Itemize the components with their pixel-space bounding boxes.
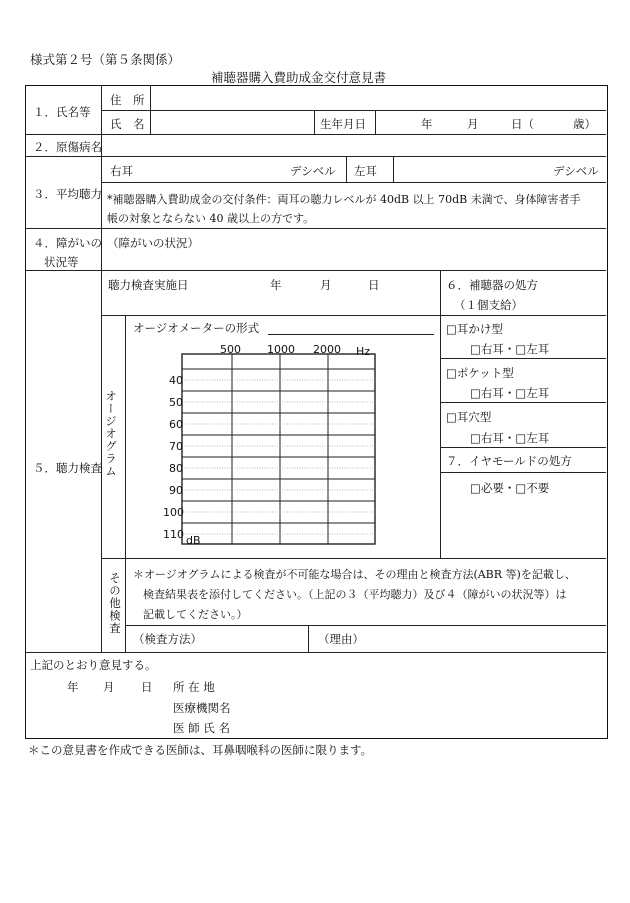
right-ear-label: 右耳 bbox=[110, 164, 133, 178]
ear-hook-type-checkbox[interactable]: □耳かけ型 bbox=[446, 322, 503, 336]
freq-label-1000: 1000 bbox=[267, 343, 295, 356]
left-ear-decibel-unit: デシベル bbox=[553, 164, 599, 178]
hearing-aid-prescription-title: ６．補聴器の処方 bbox=[446, 278, 538, 292]
clinic-address-label: 所 在 地 bbox=[173, 680, 215, 694]
audiometer-type-field[interactable] bbox=[268, 320, 434, 334]
other-tests-note-line2: 検査結果表を添付してください。（上記の３（平均聴力）及び４（障がいの状況等）は bbox=[143, 588, 567, 601]
disability-label-line1: ４．障がいの bbox=[33, 236, 102, 250]
name-field[interactable] bbox=[157, 114, 307, 132]
opinion-statement: 上記のとおり意見する。 bbox=[30, 658, 157, 672]
institution-name-label: 医療機関名 bbox=[173, 701, 231, 715]
hearing-aid-quantity-note: （１個支給） bbox=[454, 298, 523, 312]
other-tests-vertical-label: その他検査 bbox=[108, 572, 122, 635]
db-label-60: 60 bbox=[169, 418, 183, 431]
audiometer-type-label: オージオメーターの形式 bbox=[133, 321, 260, 335]
average-hearing-label: ３．平均聴力 bbox=[33, 187, 102, 201]
audiometer-type-underline bbox=[268, 334, 434, 335]
audiogram-vertical-label: オージオグラム bbox=[104, 390, 118, 478]
test-day-unit: 日 bbox=[368, 278, 380, 292]
disability-label-line2: 状況等 bbox=[44, 255, 79, 269]
signature-year-unit: 年 bbox=[67, 680, 79, 694]
freq-label-500: 500 bbox=[220, 343, 241, 356]
freq-label-2000: 2000 bbox=[313, 343, 341, 356]
footnote: ＊この意見書を作成できる医師は、耳鼻咽喉科の医師に限ります。 bbox=[28, 743, 373, 757]
disease-label: ２．原傷病名 bbox=[33, 140, 102, 154]
disease-field[interactable] bbox=[108, 137, 598, 154]
test-date-label: 聴力検査実施日 bbox=[108, 278, 189, 292]
signature-month-unit: 月 bbox=[103, 680, 115, 694]
pocket-side-checkboxes[interactable]: □右耳・□左耳 bbox=[470, 386, 550, 400]
test-method-label: （検査方法） bbox=[133, 632, 202, 646]
condition-text-line2: 帳の対象とならない 40 歳以上の方です。 bbox=[107, 212, 315, 225]
pocket-type-checkbox[interactable]: □ポケット型 bbox=[446, 366, 514, 380]
birth-month-unit: 月 bbox=[467, 117, 479, 131]
test-reason-label: （理由） bbox=[318, 632, 364, 646]
db-label-40: 40 bbox=[169, 374, 183, 387]
age-unit: 歳） bbox=[573, 117, 596, 131]
db-label-70: 70 bbox=[169, 440, 183, 453]
birth-day-unit: 日（ bbox=[511, 117, 534, 131]
other-tests-note-line3: 記載してください。） bbox=[143, 608, 248, 621]
db-label-80: 80 bbox=[169, 462, 183, 475]
db-label-50: 50 bbox=[169, 396, 183, 409]
earmold-need-checkboxes[interactable]: □必要・□不要 bbox=[470, 481, 550, 495]
birth-year-unit: 年 bbox=[421, 117, 433, 131]
ear-hook-side-checkboxes[interactable]: □右耳・□左耳 bbox=[470, 342, 550, 356]
freq-unit-hz: Hz bbox=[356, 345, 371, 358]
db-label-100: 100 bbox=[163, 506, 184, 519]
in-ear-side-checkboxes[interactable]: □右耳・□左耳 bbox=[470, 431, 550, 445]
label-column-divider bbox=[101, 86, 102, 652]
name-label: 氏 名 bbox=[110, 117, 145, 131]
name-section-label: １．氏名等 bbox=[33, 105, 91, 119]
left-ear-label: 左耳 bbox=[354, 164, 377, 178]
earmold-prescription-title: ７．イヤモールドの処方 bbox=[446, 454, 572, 468]
test-month-unit: 月 bbox=[320, 278, 332, 292]
db-label-90: 90 bbox=[169, 484, 183, 497]
doctor-name-label: 医 師 氏 名 bbox=[173, 721, 230, 735]
address-label: 住 所 bbox=[110, 93, 145, 107]
other-tests-note-line1: ＊オージオグラムによる検査が不可能な場合は、その理由と検査方法(ABR 等)を記載し、 bbox=[133, 568, 576, 581]
in-ear-type-checkbox[interactable]: □耳穴型 bbox=[446, 410, 492, 424]
db-unit: dB bbox=[186, 534, 201, 547]
hearing-test-label: ５．聴力検査 bbox=[33, 461, 102, 475]
address-field[interactable] bbox=[157, 92, 597, 108]
form-number: 様式第２号（第５条関係） bbox=[30, 52, 181, 67]
right-ear-decibel-unit: デシベル bbox=[290, 164, 336, 178]
test-year-unit: 年 bbox=[270, 278, 282, 292]
form-title: 補聴器購入費助成金交付意見書 bbox=[211, 70, 387, 85]
disability-status-label: （障がいの状況） bbox=[107, 236, 199, 250]
signature-day-unit: 日 bbox=[141, 680, 153, 694]
condition-text-line1: *補聴器購入費助成金の交付条件：両耳の聴力レベルが 40dB 以上 70dB 未満で、身体障害者手 bbox=[107, 193, 581, 206]
db-label-110: 110 bbox=[163, 528, 184, 541]
birth-date-label: 生年月日 bbox=[320, 117, 366, 131]
